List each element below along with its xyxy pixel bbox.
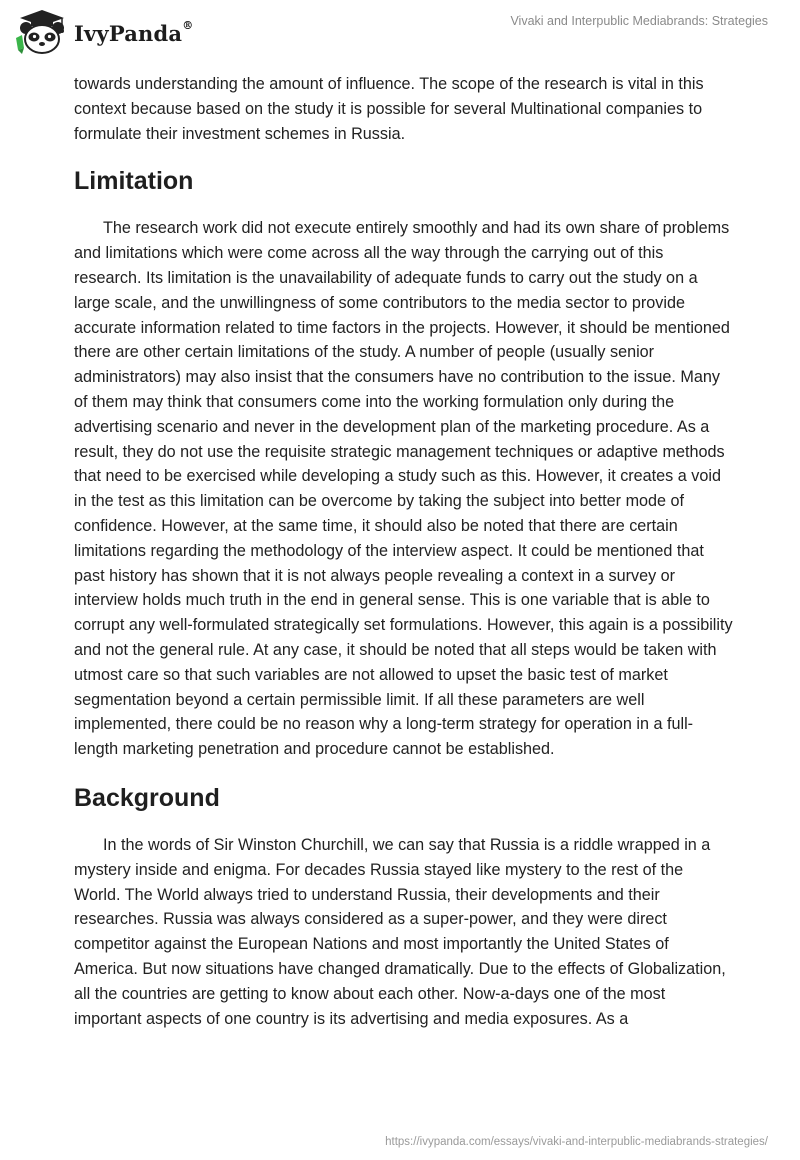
intro-paragraph: towards understanding the amount of influence. The scope of the research is vital in this context because based on the study it is possible for several Multinational companies to formulate their investment schemes in Russia.: [74, 75, 704, 143]
section-heading-background: Background: [74, 783, 220, 812]
document-title: Vivaki and Interpublic Mediabrands: Strategies: [510, 14, 768, 28]
page-header: [0, 0, 800, 60]
section-heading-limitation: Limitation: [74, 167, 194, 196]
background-paragraph: In the words of Sir Winston Churchill, we can say that Russia is a riddle wrapped in a mystery inside and enigma. For decades Russia stayed like mystery to the rest of the World. The World always tried to understand Russia, their developments and their researches. Russia was always considered as a super-power, and they were direct competitor against the European Nations and most importantly the United States of America. But now situations have changed dramatically. Due to the effects of Globalization, all the countries are getting to know about each other. Now-a-days one of the most important aspects of one country is its advertising and media exposures. As a: [74, 835, 726, 1028]
source-url[interactable]: https://ivypanda.com/essays/vivaki-and-interpublic-mediabrands-strategies/: [385, 1136, 768, 1148]
panda-logo-icon: [14, 8, 70, 56]
limitation-paragraph: The research work did not execute entirely smoothly and had its own share of problems and limitations which were come across all the way through the carrying out of this research. Its limitation is the unavailability of adequate funds to carry out the study on a large scale, and the unwillingness of some contributors to the media sector to provide accurate information related to time factors in the projects. However, it should be mentioned there are other certain limitations of the study. A number of people (usually senior administrators) may also insist that the consumers have no contribution to the issue. Many of them may think that consumers come into the working formulation only during the advertising scenario and never in the development plan of the marketing procedure. As a result, they do not use the requisite strategic management techniques or adaptive methods that need to be exercised while developing a study such as this. However, it creates a void in the test as this limitation can be overcome by taking the subject into better mode of confidence. However, at the same time, it should also be noted that there are certain limitations regarding the methodology of the interview aspect. It could be mentioned that past history has shown that it is not always people revealing a context in a survey or interview holds much truth in the end in general sense. This is one variable that is able to corrupt any well-formulated strategically set formulations. However, this again is a possibility and not the general rule. At any case, it should be noted that all steps would be taken with utmost care so that such variables are not allowed to upset the basic test of market segmentation beyond a certain permissible limit. If all these parameters are well implemented, there could be no reason why a long-term strategy for operation in a full-length marketing penetration and procedure cannot be established.: [74, 219, 733, 759]
ivypanda-logo[interactable]: [14, 8, 193, 56]
logo-wordmark: IvyPanda®: [74, 18, 194, 46]
essay-body: [74, 72, 734, 1031]
